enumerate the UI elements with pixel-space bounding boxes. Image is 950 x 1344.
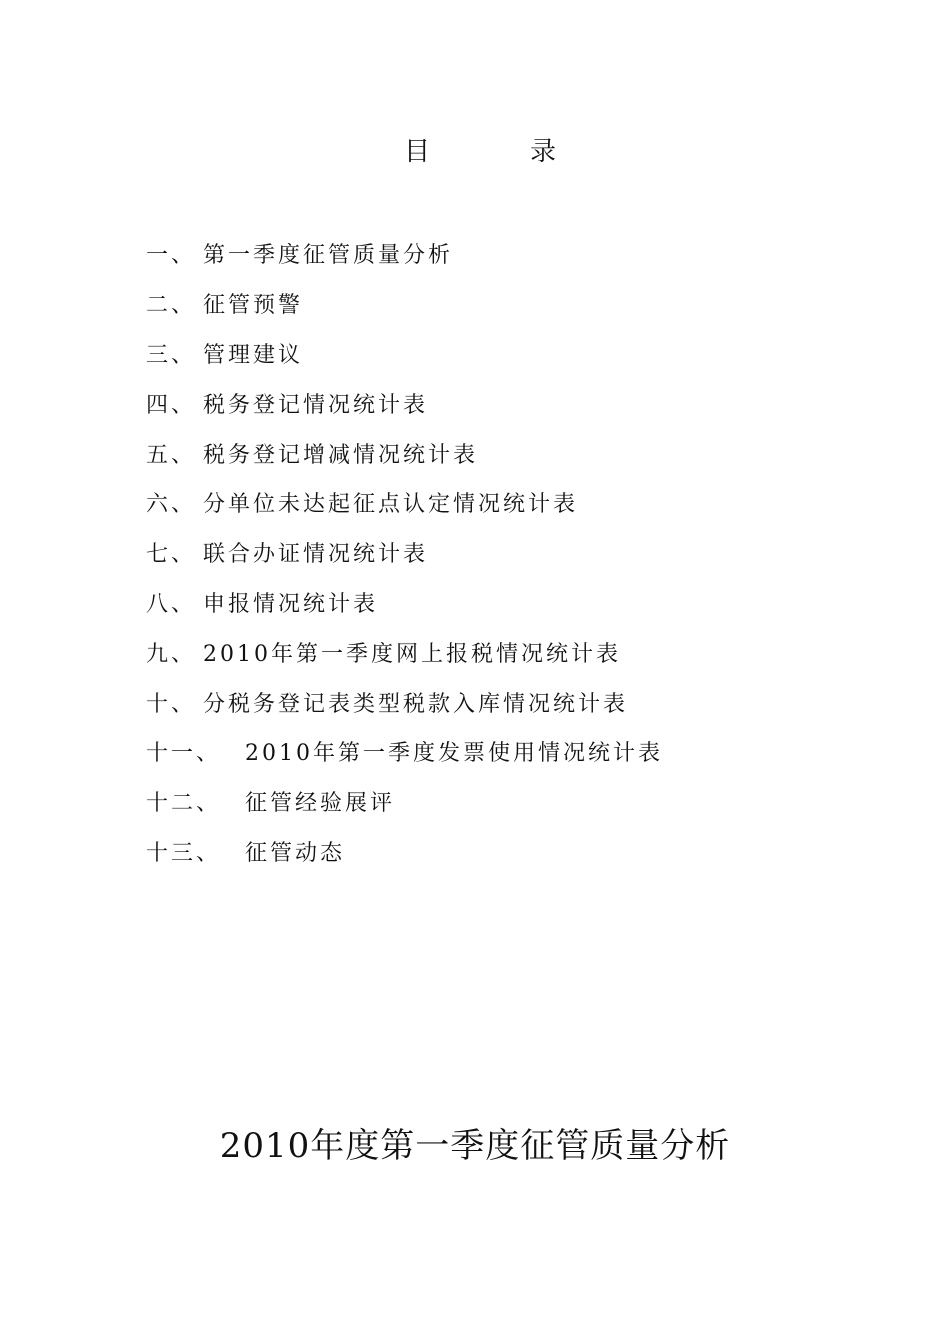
toc-item-number: 十二、	[146, 791, 222, 817]
toc-item-text: 管理建议	[203, 342, 304, 368]
toc-heading-left: 目	[404, 137, 431, 167]
toc-item-text: 分单位未达起征点认定情况统计表	[203, 492, 579, 518]
toc-item-text: 征管经验展评	[245, 791, 396, 817]
toc-item	[146, 279, 663, 329]
toc-item	[146, 478, 663, 528]
toc-item-number: 七、	[146, 542, 197, 568]
toc-item-text: 税务登记情况统计表	[203, 392, 429, 418]
toc-item-text: 征管动态	[245, 840, 346, 866]
toc-item-text: 税务登记增减情况统计表	[203, 442, 479, 468]
toc-item	[146, 528, 663, 578]
toc-item-number: 十一、	[146, 741, 222, 767]
toc-item-number: 十、	[146, 691, 197, 717]
toc-item-text: 征管预警	[203, 293, 304, 319]
toc-item-number: 九、	[146, 641, 197, 667]
toc-item-text: 2010年第一季度网上报税情况统计表	[203, 641, 621, 667]
toc-heading-right: 录	[530, 137, 557, 167]
toc-item-number: 六、	[146, 492, 197, 518]
toc-item-text: 申报情况统计表	[203, 591, 379, 617]
toc-item	[146, 578, 663, 628]
toc-item	[146, 229, 663, 279]
toc-item	[146, 727, 663, 777]
toc-list	[146, 229, 663, 876]
toc-item-number: 十三、	[146, 840, 222, 866]
toc-item	[146, 627, 663, 677]
toc-item	[146, 677, 663, 727]
toc-item-number: 五、	[146, 442, 197, 468]
toc-item	[146, 329, 663, 379]
toc-item	[146, 428, 663, 478]
toc-item-number: 一、	[146, 243, 197, 269]
toc-item-number: 八、	[146, 591, 197, 617]
toc-item-text: 2010年第一季度发票使用情况统计表	[245, 741, 663, 767]
toc-item-text: 第一季度征管质量分析	[203, 243, 454, 269]
toc-heading	[0, 132, 950, 172]
section-title: 2010年度第一季度征管质量分析	[219, 1126, 731, 1166]
toc-item-number: 三、	[146, 342, 197, 368]
toc-item	[146, 378, 663, 428]
toc-item	[146, 827, 663, 877]
toc-item-number: 四、	[146, 392, 197, 418]
toc-item-number: 二、	[146, 293, 197, 319]
toc-item-text: 分税务登记表类型税款入库情况统计表	[203, 691, 629, 717]
toc-item-text: 联合办证情况统计表	[203, 542, 429, 568]
toc-item	[146, 777, 663, 827]
